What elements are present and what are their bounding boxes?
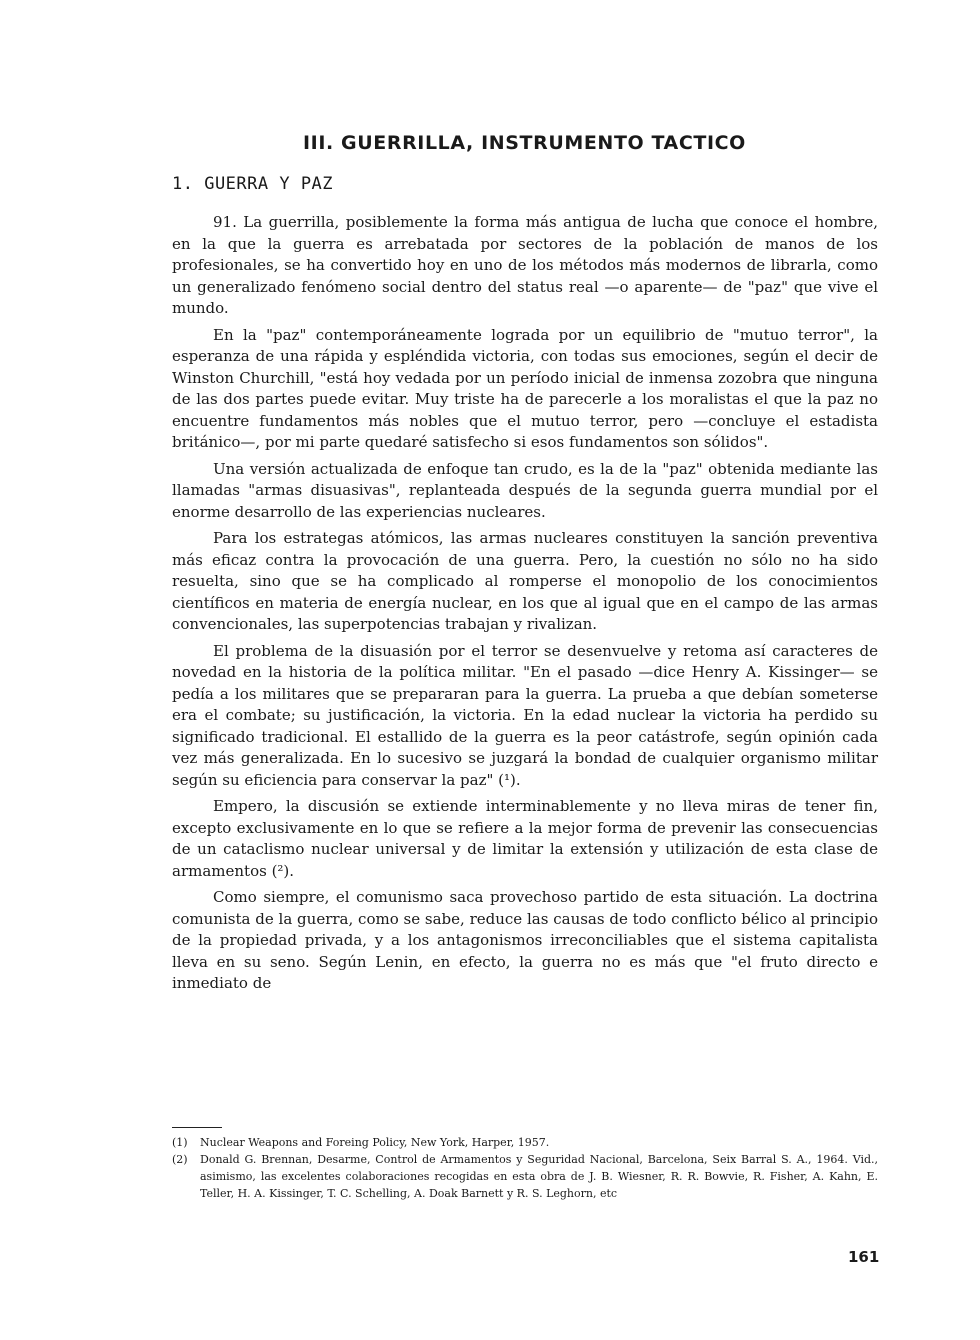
footnotes xyxy=(172,1134,878,1202)
paragraph: Como siempre, el comunismo saca provechoso partido de esta situación. La doctrina comunista de la guerra, como se sabe, reduce las causas de todo conflicto bélico al principio de la propiedad privada, y a los antagonismos irreconciliables que el sistema capitalista lleva en su seno. Según Lenin, en efecto, la guerra no es más que "el fruto directo e inmediato de xyxy=(172,888,878,992)
footnote xyxy=(172,1151,878,1202)
paragraph: El problema de la disuasión por el terror se desenvuelve y retoma así caracteres de novedad en la historia de la política militar. "En el pasado —dice Henry A. Kissinger— se pedía a los militares que se prepararan para la guerra. La prueba a que debían someterse era el combate; su justificación, la victoria. En la edad nuclear la victoria ha perdido su significado tradicional. El estallido de la guerra es la peor catástrofe, según opinión cada vez más generalizada. En lo sucesivo se juzgará la bondad de cualquier organismo militar según su eficiencia para conservar la paz" (¹). xyxy=(172,641,878,789)
chapter-title: III. GUERRILLA, INSTRUMENTO TACTICO xyxy=(303,132,746,154)
body-text xyxy=(172,212,878,1000)
footnote-divider xyxy=(172,1127,222,1128)
footnote-text: Nuclear Weapons and Foreing Policy, New York, Harper, 1957. xyxy=(200,1136,550,1149)
footnote-text: Donald G. Brennan, Desarme, Control de Armamentos y Seguridad Nacional, Barcelona, Seix Barral S. A., 1964. Vid., asimismo, las excelentes colaboraciones recogidas en esta obra de J. B. Wiesner, R. R. Bowvie, R. Fisher, A. Kahn, E. Teller, H. A. Kissinger, T. C. Schelling, A. Doak Barnett y R. S. Leghorn, etc xyxy=(200,1153,878,1200)
paragraph: En la "paz" contemporáneamente lograda por un equilibrio de "mutuo terror", la esperanza de una rápida y espléndida victoria, con todas sus emociones, según el decir de Winston Churchill, "está hoy vedada por un período inicial de inmensa zozobra que ninguna de las dos partes puede evitar. Muy triste ha de parecerle a los moralistas el que la paz no encuentre fundamentos más nobles que el mutuo terror, pero —concluye el estadista británico—, por mi parte quedaré satisfecho si esos fundamentos son sólidos". xyxy=(172,325,878,451)
paragraph: Empero, la discusión se extiende interminablemente y no lleva miras de tener fin, excepto exclusivamente en lo que se refiere a la mejor forma de prevenir las consecuencias de un cataclismo nuclear universal y de limitar la extensión y utilización de esta clase de armamentos (²). xyxy=(172,797,878,880)
paragraph: Una versión actualizada de enfoque tan crudo, es la de la "paz" obtenida mediante las llamadas "armas disuasivas", replanteada después de la segunda guerra mundial por el enorme desarrollo de las experiencias nucleares. xyxy=(172,459,878,521)
footnote xyxy=(172,1134,878,1151)
paragraph: 91. La guerrilla, posiblemente la forma más antigua de lucha que conoce el hombre, en la que la guerra es arrebatada por sectores de la población de manos de los profesionales, se ha convertido hoy en uno de los métodos más modernos de librarla, como un generalizado fenómeno social dentro del status real —o aparente— de "paz" que vive el mundo. xyxy=(172,213,878,317)
page-number: 161 xyxy=(848,1248,880,1266)
paragraph: Para los estrategas atómicos, las armas nucleares constituyen la sanción preventiva más eficaz contra la provocación de una guerra. Pero, la cuestión no sólo no ha sido resuelta, sino que se ha complicado al romperse el monopolio de los conocimientos científicos en materia de energía nuclear, en los que al igual que en el campo de las armas convencionales, las superpotencias trabajan y rivalizan. xyxy=(172,529,878,633)
footnote-mark: (2) xyxy=(172,1153,188,1166)
footnote-mark: (1) xyxy=(172,1136,188,1149)
section-heading: 1. GUERRA Y PAZ xyxy=(172,174,334,194)
